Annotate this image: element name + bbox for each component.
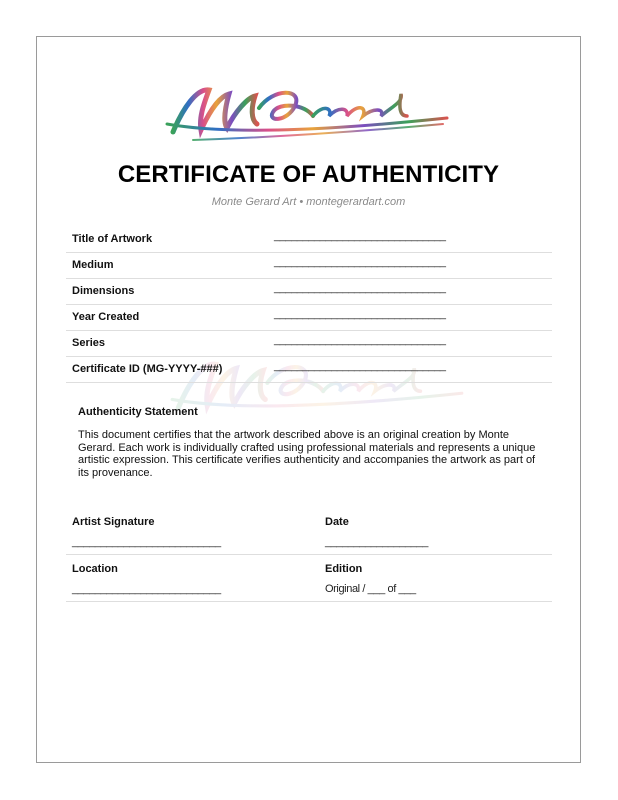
certificate-subtitle: Monte Gerard Art • montegerardart.com (211, 196, 406, 208)
artist-signature-logo (163, 78, 453, 144)
certificate-id-field[interactable]: ______________________________ (274, 360, 446, 372)
field-label: Certificate ID (MG-YYYY-###) (72, 363, 223, 375)
artwork-details-table (66, 227, 552, 383)
statement-body: This document certifies that the artwork described above is an original creation by Monte Gerard. Each work is individually crafted using professional materials and represents a unique artistic expression. This certificate verifies authenticity and accompanies the artwork as part of its provenance. (78, 429, 536, 479)
field-row-medium (66, 253, 552, 279)
medium-field[interactable]: ______________________________ (274, 256, 446, 268)
field-label: Title of Artwork (72, 233, 153, 245)
field-row-title (66, 227, 552, 253)
artist-signature-field[interactable]: __________________________ (72, 536, 221, 548)
artist-signature-label: Artist Signature (72, 516, 155, 528)
field-row-year (66, 305, 552, 331)
location-label: Location (72, 563, 118, 575)
edition-field[interactable]: Original / ___ of ___ (325, 583, 416, 595)
field-row-series (66, 331, 552, 357)
field-label: Series (72, 337, 106, 349)
statement-heading: Authenticity Statement (78, 406, 198, 418)
date-label: Date (325, 516, 349, 528)
field-label: Medium (72, 259, 114, 271)
date-field[interactable]: __________________ (325, 536, 428, 548)
field-label: Dimensions (72, 285, 135, 297)
field-row-certificate-id (66, 357, 552, 383)
signature-section (66, 508, 552, 602)
field-row-dimensions (66, 279, 552, 305)
dimensions-field[interactable]: ______________________________ (274, 282, 446, 294)
field-label: Year Created (72, 311, 140, 323)
signature-date-row (66, 508, 552, 555)
location-edition-row (66, 555, 552, 602)
year-created-field[interactable]: ______________________________ (274, 308, 446, 320)
location-field[interactable]: __________________________ (72, 583, 221, 595)
series-field[interactable]: ______________________________ (274, 334, 446, 346)
certificate-title: CERTIFICATE OF AUTHENTICITY (117, 161, 500, 188)
title-of-artwork-field[interactable]: ______________________________ (274, 230, 446, 242)
edition-label: Edition (325, 563, 363, 575)
